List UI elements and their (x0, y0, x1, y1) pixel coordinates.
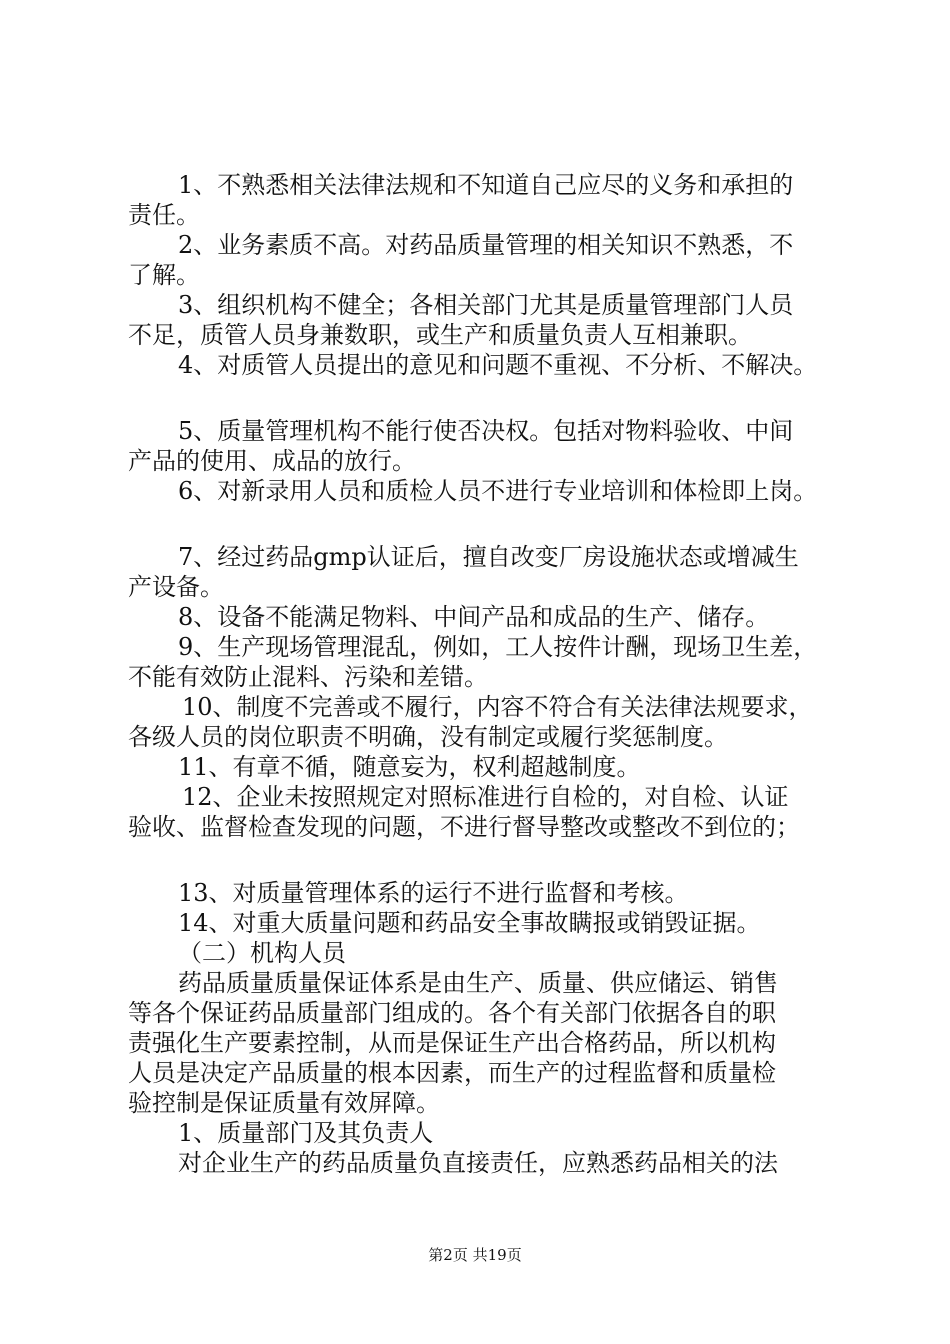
paragraph-line: 10、制度不完善或不履行，内容不符合有关法律法规要求， (182, 693, 813, 721)
paragraph-line: 责任。 (128, 201, 200, 229)
paragraph-line: 产品的使用、成品的放行。 (128, 447, 416, 475)
paragraph-line: 产设备。 (128, 573, 224, 601)
paragraph-line: 3、组织机构不健全；各相关部门尤其是质量管理部门人员 (178, 291, 794, 319)
paragraph-line: 等各个保证药品质量部门组成的。各个有关部门依据各自的职 (128, 999, 776, 1027)
paragraph-line: 7、经过药品gmp认证后，擅自改变厂房设施状态或增减生 (178, 543, 799, 571)
paragraph-line: 2、业务素质不高。对药品质量管理的相关知识不熟悉，不 (178, 231, 794, 259)
paragraph-line: 14、对重大质量问题和药品安全事故瞒报或销毁证据。 (178, 909, 761, 937)
document-body (128, 170, 840, 1178)
blank-line (128, 380, 840, 416)
paragraph-line: 8、设备不能满足物料、中间产品和成品的生产、储存。 (178, 603, 770, 631)
paragraph-line: 13、对质量管理体系的运行不进行监督和考核。 (178, 879, 689, 907)
paragraph-line: 人员是决定产品质量的根本因素，而生产的过程监督和质量检 (128, 1059, 776, 1087)
paragraph-line: 9、生产现场管理混乱，例如，工人按件计酬，现场卫生差， (178, 633, 818, 661)
paragraph-line: 责强化生产要素控制，从而是保证生产出合格药品，所以机构 (128, 1029, 776, 1057)
paragraph-line: 5、质量管理机构不能行使否决权。包括对物料验收、中间 (178, 417, 794, 445)
paragraph-line: 了解。 (128, 261, 200, 289)
blank-line (128, 842, 840, 878)
section-heading: （二）机构人员 (178, 939, 346, 967)
paragraph-line: 1、不熟悉相关法律法规和不知道自己应尽的义务和承担的 (178, 171, 794, 199)
blank-line (128, 506, 840, 542)
paragraph-line: 验收、监督检查发现的问题，不进行督导整改或整改不到位的； (128, 813, 800, 841)
paragraph-line: 各级人员的岗位职责不明确，没有制定或履行奖惩制度。 (128, 723, 728, 751)
paragraph-line: 6、对新录用人员和质检人员不进行专业培训和体检即上岗。 (178, 477, 818, 505)
paragraph-line: 12、企业未按照规定对照标准进行自检的，对自检、认证 (182, 783, 789, 811)
paragraph-line: 11、有章不循，随意妄为，权利超越制度。 (178, 753, 641, 781)
paragraph-line: 对企业生产的药品质量负直接责任，应熟悉药品相关的法 (178, 1149, 778, 1177)
paragraph-line: 不足，质管人员身兼数职，或生产和质量负责人互相兼职。 (128, 321, 752, 349)
paragraph-line: 不能有效防止混料、污染和差错。 (128, 663, 488, 691)
page-footer: 第2页 共19页 (428, 1246, 522, 1264)
paragraph-line: 验控制是保证质量有效屏障。 (128, 1089, 440, 1117)
paragraph-line: 4、对质管人员提出的意见和问题不重视、不分析、不解决。 (178, 351, 818, 379)
subsection-heading: 1、质量部门及其负责人 (178, 1119, 434, 1147)
paragraph-line: 药品质量质量保证体系是由生产、质量、供应储运、销售 (178, 969, 778, 997)
